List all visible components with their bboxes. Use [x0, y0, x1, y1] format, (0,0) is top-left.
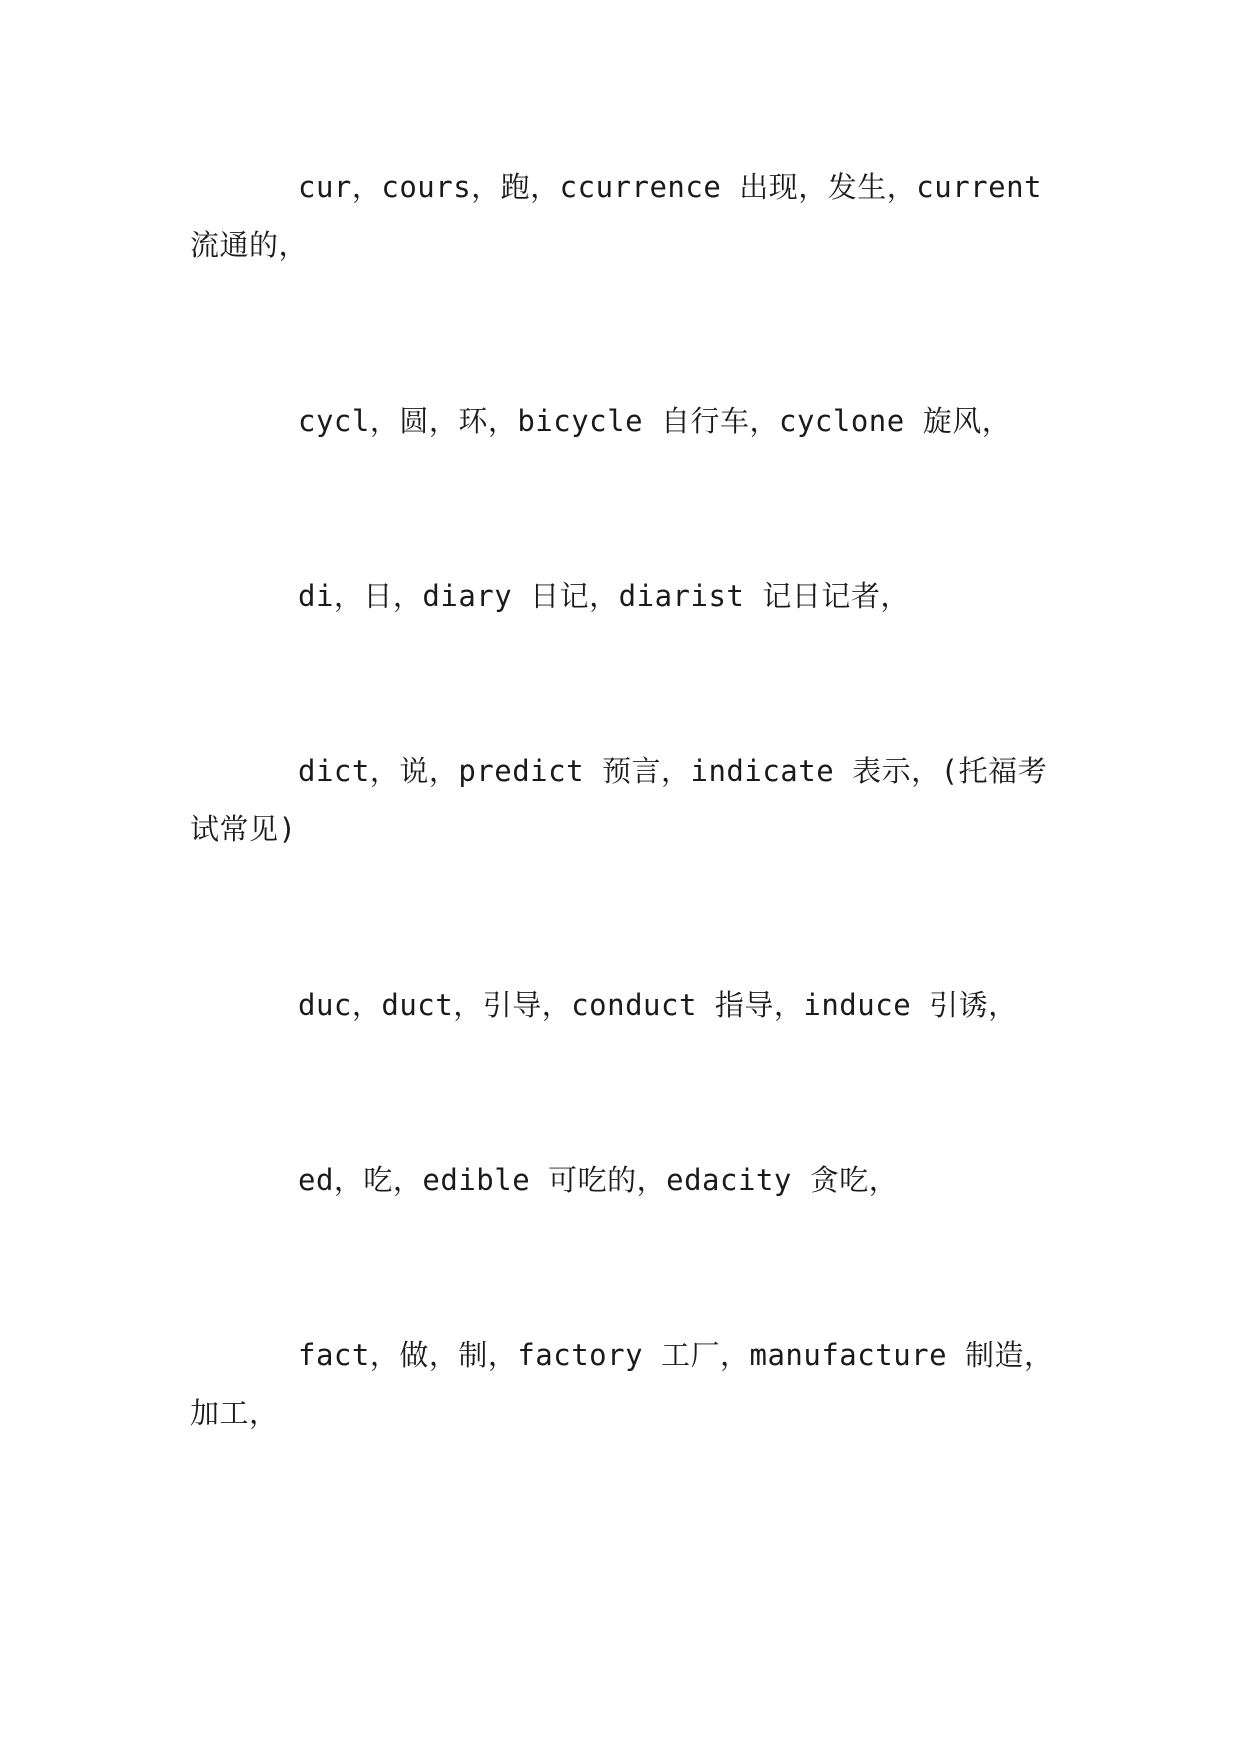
paragraph-dict: dict，说，predict 预言，indicate 表示，(托福考试常见)	[190, 754, 1048, 846]
paragraph-fact: fact，做，制，factory 工厂，manufacture 制造，加工，	[190, 1338, 1054, 1430]
paragraph-di: di，日，diary 日记，diarist 记日记者，	[298, 579, 910, 613]
paragraph-duc: duc，duct，引导，conduct 指导，induce 引诱，	[298, 988, 1018, 1022]
paragraph-ed: ed，吃，edible 可吃的，edacity 贪吃，	[298, 1163, 899, 1197]
paragraph-cur: cur，cours，跑，ccurrence 出现，发生，current 流通的，	[190, 170, 1042, 262]
paragraph-cycl: cycl，圆，环，bicycle 自行车，cyclone 旋风，	[298, 404, 1012, 438]
